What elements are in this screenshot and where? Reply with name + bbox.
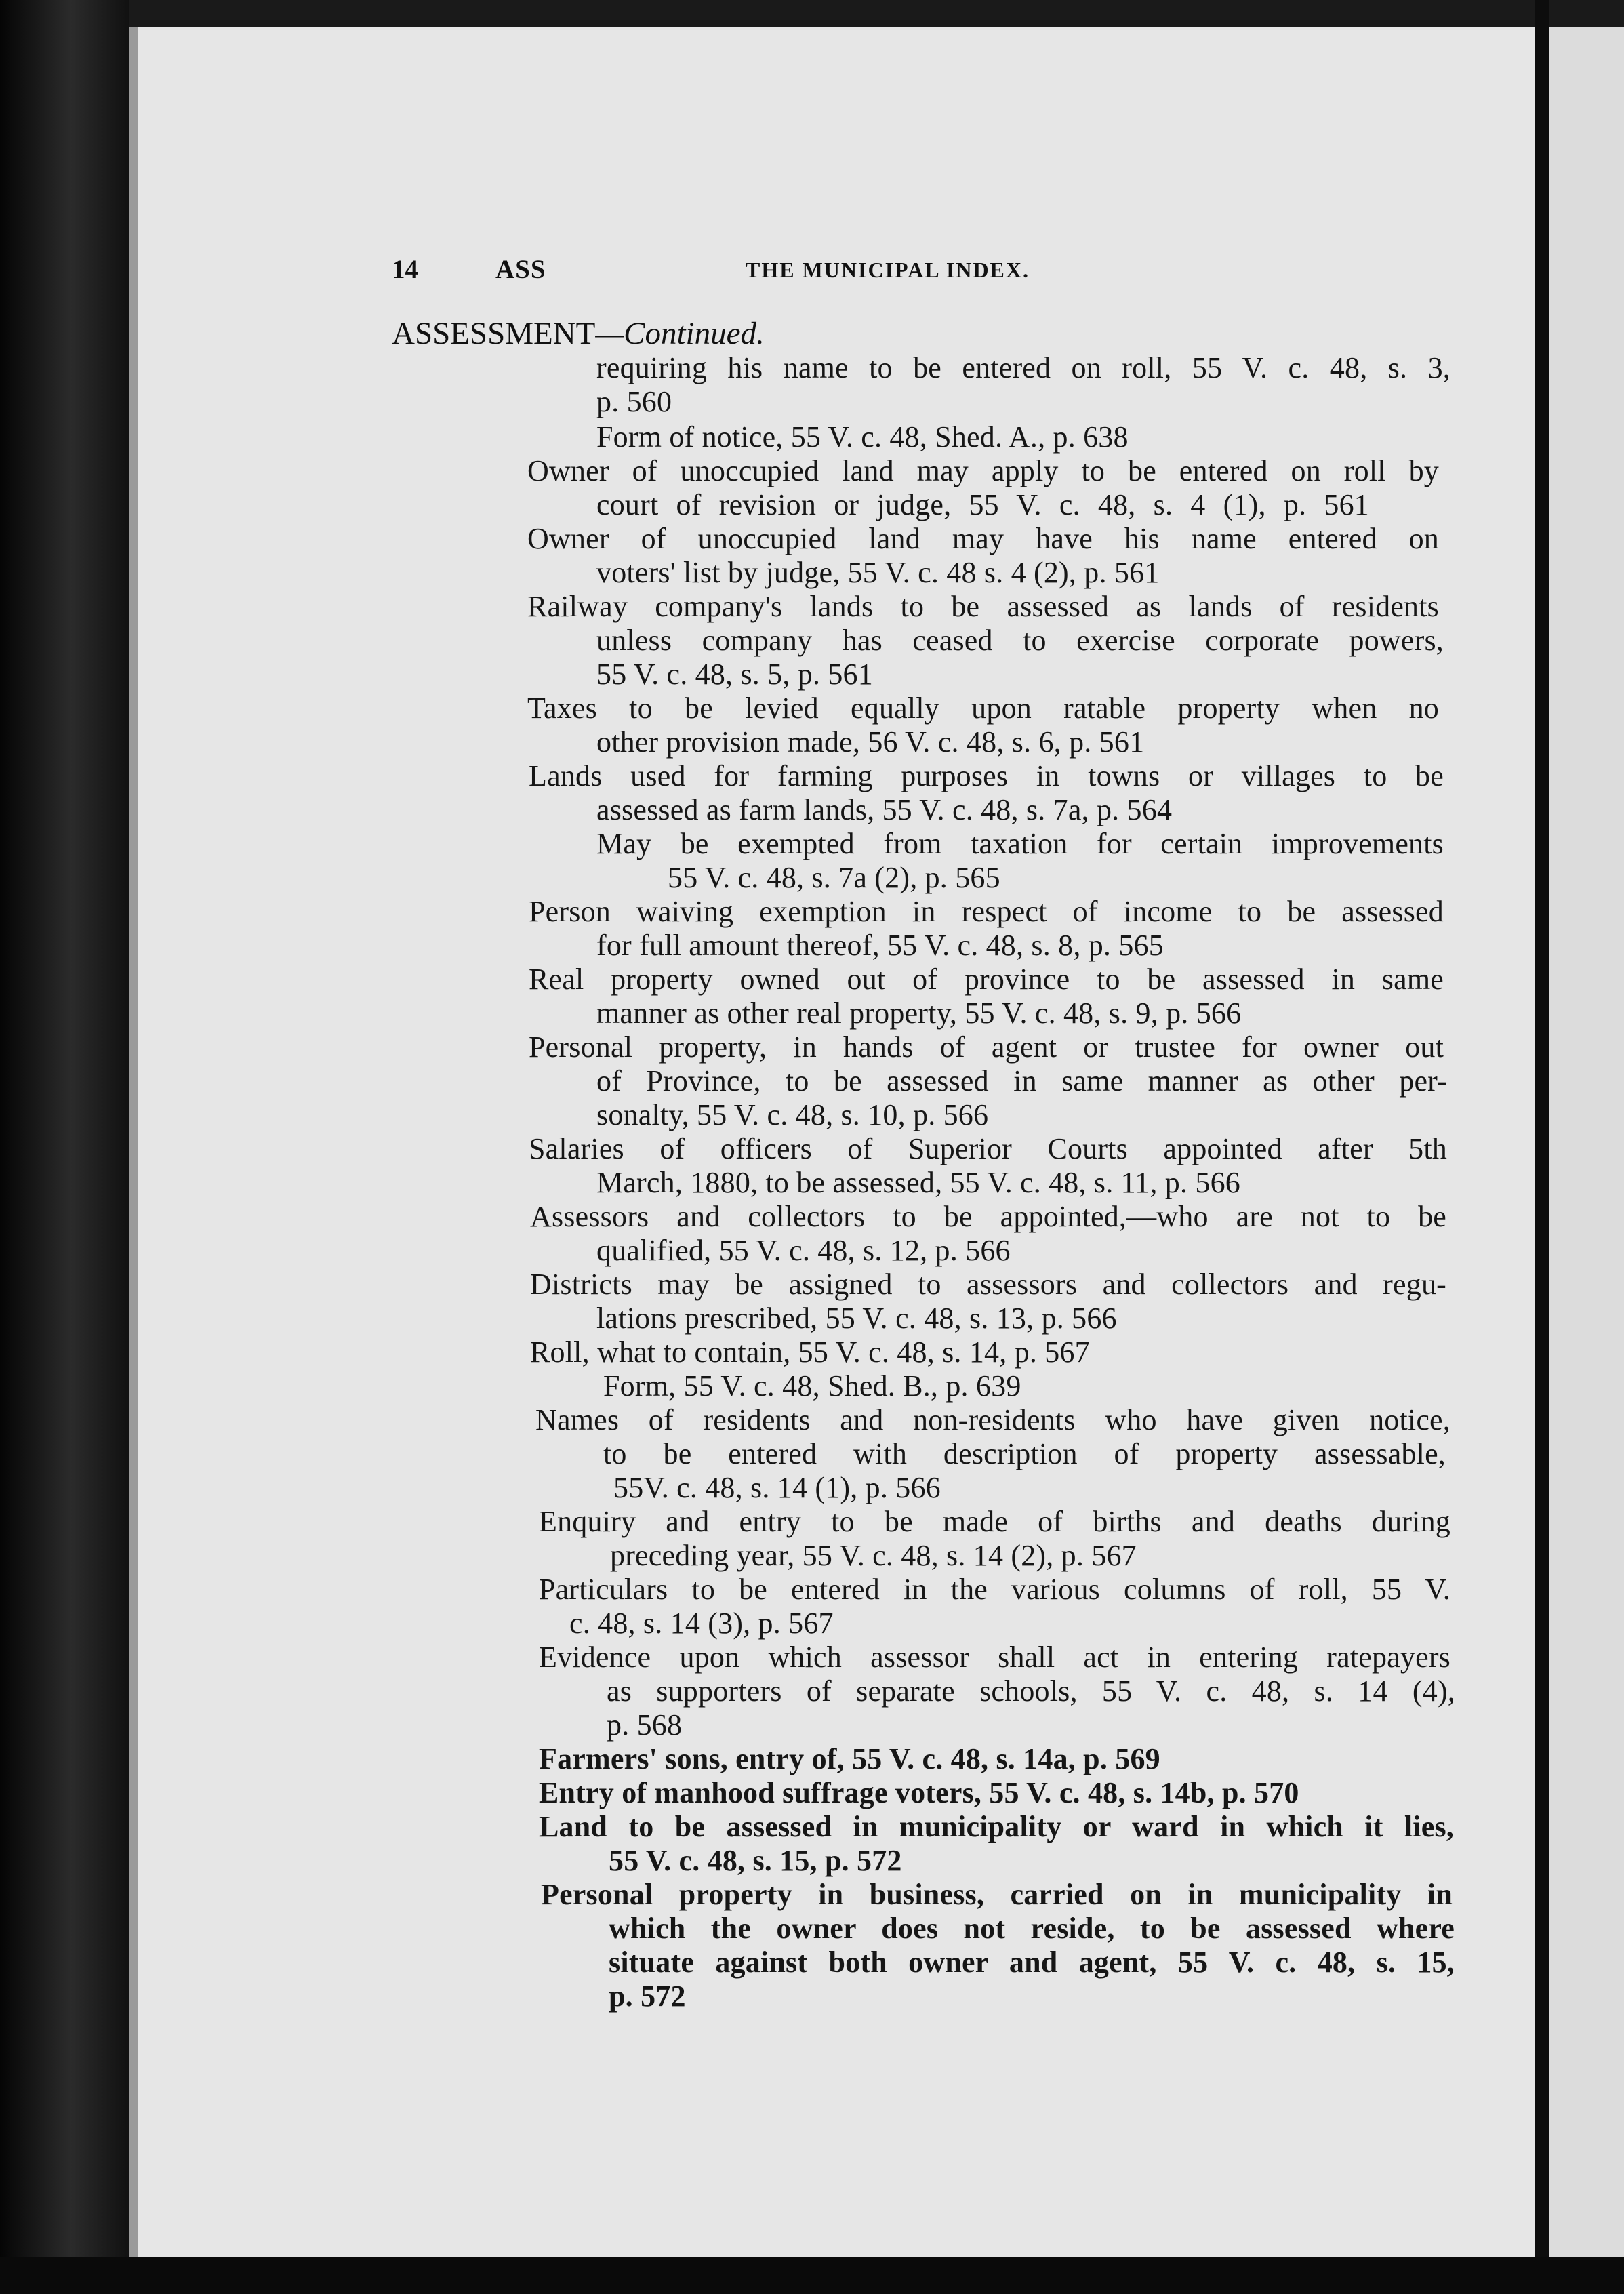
index-line: other provision made, 56 V. c. 48, s. 6, p. 561 — [596, 725, 1145, 759]
index-line: which the owner does not reside, to be assessed where — [609, 1912, 1455, 1945]
index-line: situate against both owner and agent, 55 V. c. 48, s. 15, — [609, 1946, 1455, 1979]
index-line: for full amount thereof, 55 V. c. 48, s. 8, p. 565 — [596, 929, 1164, 962]
index-line: p. 572 — [609, 1979, 686, 2013]
page-number: 14 — [392, 255, 418, 284]
index-line: Owner of unoccupied land may apply to be entered on roll by — [527, 454, 1439, 487]
index-line: Form, 55 V. c. 48, Shed. B., p. 639 — [603, 1369, 1021, 1403]
index-line: of Province, to be assessed in same manner as other per- — [596, 1064, 1447, 1098]
index-line: Roll, what to contain, 55 V. c. 48, s. 14, p. 567 — [530, 1335, 1090, 1369]
index-line: voters' list by judge, 55 V. c. 48 s. 4 (2), p. 561 — [596, 556, 1160, 589]
index-line: 55 V. c. 48, s. 5, p. 561 — [596, 658, 873, 691]
index-line: preceding year, 55 V. c. 48, s. 14 (2), p. 567 — [610, 1539, 1137, 1572]
entry-heading-term: ASSESSMENT — [392, 316, 596, 351]
index-line: assessed as farm lands, 55 V. c. 48, s. 7a, p. 564 — [596, 793, 1173, 826]
index-line: sonalty, 55 V. c. 48, s. 10, p. 566 — [596, 1098, 989, 1131]
index-line: Names of residents and non-residents who have given notice, — [535, 1403, 1450, 1436]
index-line: Railway company's lands to be assessed as lands of residents — [527, 590, 1439, 623]
index-line: Land to be assessed in municipality or ward in which it lies, — [539, 1810, 1454, 1843]
index-line: lations prescribed, 55 V. c. 48, s. 13, p. 566 — [596, 1302, 1117, 1335]
index-line: May be exempted from taxation for certain improvements — [596, 827, 1444, 860]
index-line: to be entered with description of property assessable, — [603, 1437, 1446, 1470]
running-title: THE MUNICIPAL INDEX. — [746, 258, 1030, 282]
index-line: p. 560 — [596, 385, 672, 418]
index-line: March, 1880, to be assessed, 55 V. c. 48, s. 11, p. 566 — [596, 1166, 1240, 1199]
index-line: Taxes to be levied equally upon ratable property when no — [527, 691, 1439, 725]
index-line: Salaries of officers of Superior Courts appointed after 5th — [529, 1132, 1447, 1165]
index-line: 55 V. c. 48, s. 7a (2), p. 565 — [668, 861, 1000, 894]
index-line: Personal property, in hands of agent or trustee for owner out — [529, 1030, 1444, 1064]
index-line: requiring his name to be entered on roll, 55 V. c. 48, s. 3, — [596, 351, 1450, 384]
index-line: as supporters of separate schools, 55 V. c. 48, s. 14 (4), — [607, 1674, 1455, 1708]
index-line: court of revision or judge, 55 V. c. 48, s. 4 (1), p. 561 — [596, 488, 1369, 521]
index-line: 55 V. c. 48, s. 15, p. 572 — [609, 1844, 902, 1877]
index-line: Owner of unoccupied land may have his name entered on — [527, 522, 1439, 555]
index-line: unless company has ceased to exercise corporate powers, — [596, 624, 1444, 657]
index-line: 55V. c. 48, s. 14 (1), p. 566 — [613, 1471, 941, 1504]
index-line: Farmers' sons, entry of, 55 V. c. 48, s. 14a, p. 569 — [539, 1742, 1160, 1775]
index-line: Entry of manhood suffrage voters, 55 V. c. 48, s. 14b, p. 570 — [539, 1776, 1299, 1809]
index-line: Person waiving exemption in respect of income to be assessed — [529, 895, 1444, 928]
index-line: Assessors and collectors to be appointed,—who are not to be — [530, 1200, 1446, 1233]
index-line: manner as other real property, 55 V. c. 48, s. 9, p. 566 — [596, 997, 1242, 1030]
index-line: Lands used for farming purposes in towns or villages to be — [529, 759, 1444, 792]
index-line: Personal property in business, carried on in municipality in — [541, 1878, 1453, 1911]
index-line: p. 568 — [607, 1708, 683, 1742]
index-line: Districts may be assigned to assessors and collectors and regu- — [530, 1268, 1446, 1301]
section-abbreviation: ASS — [495, 255, 546, 284]
index-line: Real property owned out of province to be assessed in same — [529, 963, 1444, 996]
index-line: Form of notice, 55 V. c. 48, Shed. A., p. 638 — [596, 420, 1129, 454]
index-line: qualified, 55 V. c. 48, s. 12, p. 566 — [596, 1234, 1011, 1267]
index-line: c. 48, s. 14 (3), p. 567 — [569, 1607, 834, 1640]
entry-continued-label: —Continued. — [595, 316, 765, 351]
index-line: Enquiry and entry to be made of births and deaths during — [539, 1505, 1450, 1538]
index-line: Evidence upon which assessor shall act in entering ratepayers — [539, 1641, 1450, 1674]
index-line: Particulars to be entered in the various columns of roll, 55 V. — [539, 1573, 1450, 1606]
